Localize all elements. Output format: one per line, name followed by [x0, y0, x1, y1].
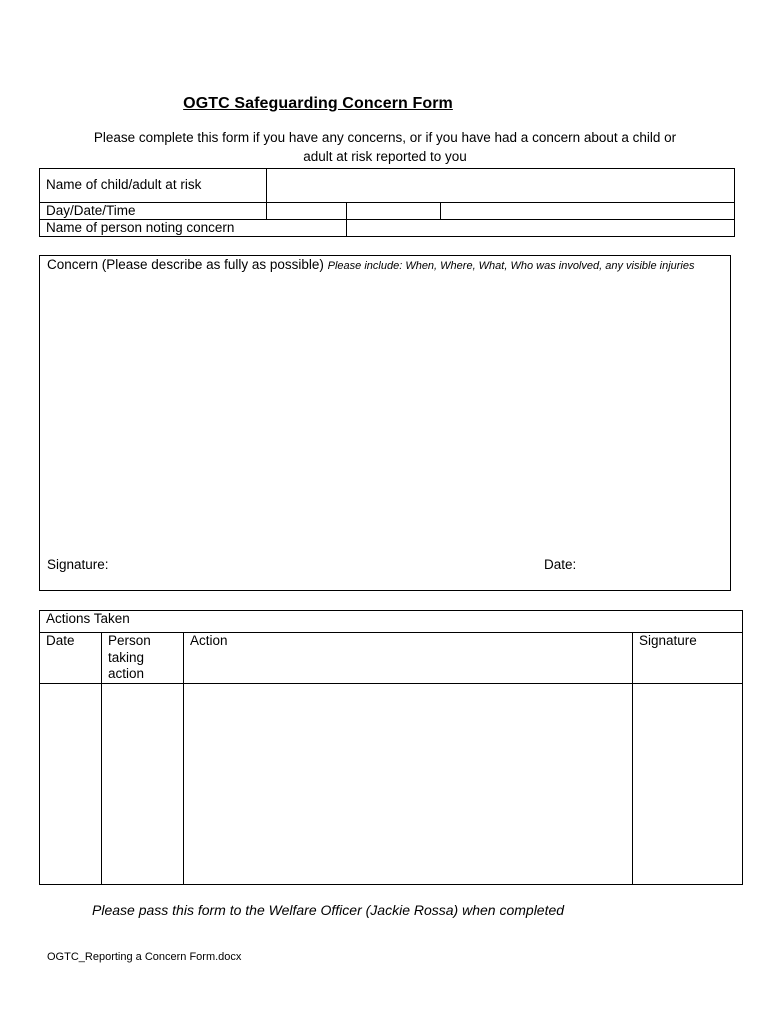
- concern-box[interactable]: [39, 255, 731, 591]
- actions-col3-divider: [632, 632, 633, 885]
- actions-title: Actions Taken: [46, 611, 130, 626]
- column-header-action: Action: [190, 633, 228, 648]
- concern-label: Concern (Please describe as fully as possible): [47, 257, 324, 272]
- actions-col1-divider: [101, 632, 102, 885]
- noter-label: Name of person noting concern: [46, 220, 235, 235]
- actions-left-border: [39, 610, 40, 885]
- actions-col2-divider: [183, 632, 184, 885]
- column-header-date: Date: [46, 633, 75, 648]
- intro-line-1: Please complete this form if you have any concerns, or if you have had a concern about a child or: [93, 130, 677, 145]
- actions-top-border: [39, 610, 743, 611]
- details-col1-divider: [266, 168, 267, 220]
- details-col3-divider: [440, 202, 441, 220]
- details-top-border: [39, 168, 735, 169]
- details-row1-border: [39, 202, 735, 203]
- intro-text: [40, 128, 730, 166]
- concern-heading: [47, 258, 723, 273]
- document-filename: OGTC_Reporting a Concern Form.docx: [47, 951, 242, 963]
- column-header-signature: Signature: [639, 633, 697, 648]
- details-bottom-border: [39, 236, 735, 237]
- name-label: Name of child/adult at risk: [46, 177, 202, 192]
- actions-right-border: [742, 610, 743, 885]
- details-col2-divider: [346, 202, 347, 237]
- column-header-person: Person taking action: [108, 633, 151, 681]
- intro-line-2: adult at risk reported to you: [303, 149, 467, 164]
- concern-date-label: Date:: [544, 557, 577, 572]
- form-title: OGTC Safeguarding Concern Form: [183, 95, 453, 112]
- actions-header-border: [39, 683, 743, 684]
- actions-bottom-border: [39, 884, 743, 885]
- details-right-border: [734, 168, 735, 237]
- concern-signature-label: Signature:: [47, 557, 109, 572]
- concern-hint: Please include: When, Where, What, Who was involved, any visible injuries: [327, 260, 695, 272]
- footer-note: Please pass this form to the Welfare Officer (Jackie Rossa) when completed: [92, 902, 565, 918]
- datetime-label: Day/Date/Time: [46, 203, 136, 218]
- details-left-border: [39, 168, 40, 237]
